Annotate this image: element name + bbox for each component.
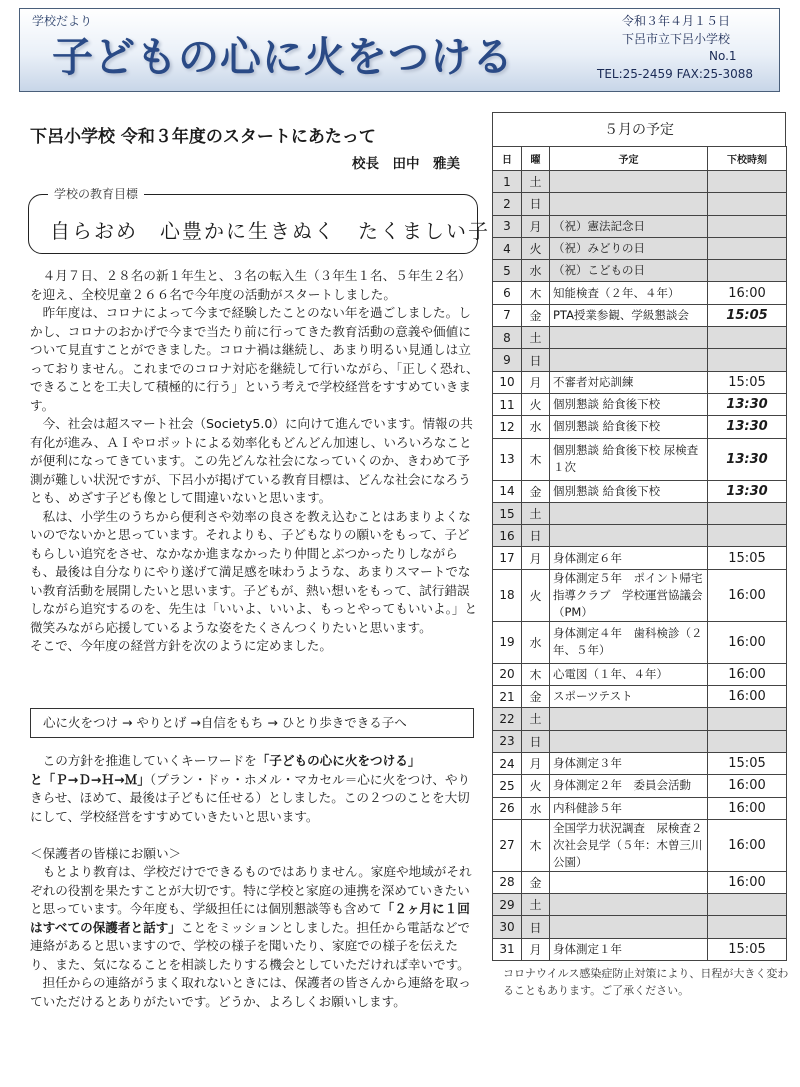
- schedule-day: 19: [493, 621, 522, 663]
- schedule-weekday: 月: [522, 215, 550, 237]
- schedule-day: 1: [493, 171, 522, 193]
- schedule-row: [493, 282, 787, 304]
- schedule-dismissal-time: [708, 708, 787, 730]
- schedule-row: [493, 775, 787, 797]
- schedule-day: 27: [493, 819, 522, 871]
- schedule-weekday: 土: [522, 894, 550, 916]
- schedule-note: コロナウイルス感染症防止対策により、日程が大きく変わることもあります。ご了承ください。: [503, 967, 789, 997]
- schedule-dismissal-time: 13:30: [708, 480, 787, 502]
- schedule-row: [493, 730, 787, 752]
- schedule-day: 23: [493, 730, 522, 752]
- schedule-plan: [550, 171, 708, 193]
- schedule-day: 17: [493, 547, 522, 569]
- schedule-day: 16: [493, 525, 522, 547]
- schedule-dismissal-time: [708, 193, 787, 215]
- schedule-weekday: 金: [522, 304, 550, 326]
- col-weekday: 曜: [522, 147, 550, 171]
- schedule-day: 5: [493, 260, 522, 282]
- schedule-plan: 内科健診５年: [550, 797, 708, 819]
- schedule-dismissal-time: 16:00: [708, 871, 787, 893]
- schedule-plan: 身体測定１年: [550, 938, 708, 960]
- paragraph: 私は、小学生のうちから便利さや効率の良さを教え込むことはあまりよくないのでないかと思っています。それよりも、子どもなりの願いをもって、子どもらしい追究をさせ、なかなか進まなかったり仲間とぶつかったりしながらも、最後は自分なりにやり遂げて満足感を味わうような、あまりスマートでない教育活動を展開したいと思います。子どもが、熱い想いをもって、試行錯誤しながら追究するのを、先生は「いいよ、いいよ、もっとやってもいいよ。」と微笑みながら応援しているような姿をたくさんつくりたいと思います。: [30, 508, 478, 635]
- schedule-row: [493, 393, 787, 415]
- schedule-day: 7: [493, 304, 522, 326]
- schedule-day: 25: [493, 775, 522, 797]
- col-dismissal: 下校時刻: [708, 147, 787, 171]
- schedule-day: 14: [493, 480, 522, 502]
- schedule-day: 12: [493, 416, 522, 438]
- contact-info: TEL:25-2459 FAX:25-3088: [597, 66, 754, 81]
- schedule-day: 15: [493, 502, 522, 524]
- newsletter-title: 子どもの心に火をつける: [52, 33, 514, 81]
- schedule-plan: 不審者対応訓練: [550, 371, 708, 393]
- schedule-plan: PTA授業参観、学級懇談会: [550, 304, 708, 326]
- schedule-weekday: 金: [522, 480, 550, 502]
- schedule-dismissal-time: 15:05: [708, 752, 787, 774]
- schedule-dismissal-time: [708, 730, 787, 752]
- schedule-plan: [550, 525, 708, 547]
- schedule-plan: （祝）みどりの日: [550, 237, 708, 259]
- schedule-row: [493, 752, 787, 774]
- schedule-weekday: 火: [522, 569, 550, 621]
- schedule-weekday: 土: [522, 708, 550, 730]
- schedule-day: 6: [493, 282, 522, 304]
- schedule-weekday: 火: [522, 237, 550, 259]
- schedule-weekday: 日: [522, 525, 550, 547]
- schedule-plan: [550, 916, 708, 938]
- schedule-weekday: 木: [522, 282, 550, 304]
- schedule-weekday: 水: [522, 260, 550, 282]
- schedule-weekday: 日: [522, 193, 550, 215]
- article-body-continued: [30, 752, 480, 1011]
- schedule-weekday: 土: [522, 502, 550, 524]
- schedule-row: [493, 547, 787, 569]
- schedule-weekday: 水: [522, 416, 550, 438]
- schedule-weekday: 金: [522, 871, 550, 893]
- schedule-plan: 個別懇談 給食後下校: [550, 480, 708, 502]
- issue-number: No.1: [709, 49, 737, 63]
- schedule-dismissal-time: 13:30: [708, 416, 787, 438]
- request-paragraph: もとより教育は、学校だけでできるものではありません。家庭や地域がそれぞれの役割を果たすことが大切です。特に学校と家庭の連携を深めていきたいと思っています。今年度も、学級担任には個別懇談等も含めて「２ヶ月に１回はすべての保護者と話す」ことをミッションとしました。担任から電話などで連絡があると思いますので、学校の様子を聞いたり、家庭での様子を伝えたり、また、気になることを相談したりする機会としていただければ幸いです。: [30, 864, 472, 972]
- schedule-weekday: 日: [522, 349, 550, 371]
- paragraph: ４月７日、２８名の新１年生と、３名の転入生（３年生１名、５年生２名）を迎え、全校児童２６６名で今年度の活動がスタートしました。: [30, 268, 471, 302]
- schedule-row: [493, 916, 787, 938]
- schedule-weekday: 水: [522, 797, 550, 819]
- schedule-row: [493, 663, 787, 685]
- schedule-plan: 身体測定６年: [550, 547, 708, 569]
- schedule-row: [493, 938, 787, 960]
- schedule-weekday: 水: [522, 621, 550, 663]
- schedule-header-row: [493, 147, 787, 171]
- schedule-title: ５月の予定: [492, 112, 786, 146]
- schedule-weekday: 火: [522, 775, 550, 797]
- schedule-day: 29: [493, 894, 522, 916]
- schedule-dismissal-time: [708, 171, 787, 193]
- schedule-plan: [550, 502, 708, 524]
- schedule-weekday: 火: [522, 393, 550, 415]
- schedule-plan: 個別懇談 給食後下校: [550, 416, 708, 438]
- schedule-dismissal-time: 16:00: [708, 775, 787, 797]
- school-name: 下呂市立下呂小学校: [622, 31, 731, 46]
- schedule-row: [493, 708, 787, 730]
- schedule-plan: 個別懇談 給食後下校 尿検査１次: [550, 438, 708, 480]
- schedule-day: 30: [493, 916, 522, 938]
- newsletter-label: 学校だより: [32, 14, 93, 28]
- schedule-dismissal-time: 16:00: [708, 797, 787, 819]
- article-author: 校長 田中 雅美: [352, 156, 460, 172]
- article-body: [30, 267, 480, 656]
- schedule-day: 24: [493, 752, 522, 774]
- schedule-plan: [550, 327, 708, 349]
- schedule-row: [493, 260, 787, 282]
- schedule-row: [493, 215, 787, 237]
- schedule-dismissal-time: 15:05: [708, 938, 787, 960]
- schedule-row: [493, 480, 787, 502]
- may-schedule-table: [492, 146, 787, 961]
- schedule-row: [493, 894, 787, 916]
- schedule-plan: [550, 730, 708, 752]
- issue-info: [597, 13, 753, 83]
- schedule-dismissal-time: 16:00: [708, 621, 787, 663]
- schedule-weekday: 日: [522, 730, 550, 752]
- keyword-paragraph: この方針を推進していくキーワードを「子どもの心に火をつける」 と「Ｐ→Ｄ→Ｈ→Ｍ」（プラン・ドゥ・ホメル・マカセル＝心に火をつけ、やりきらせ、ほめて、最後は子どもに任せる）としました。この２つのことを大切にして、学校経営をすすめていきたいと思います。: [30, 753, 471, 824]
- schedule-row: [493, 569, 787, 621]
- schedule-dismissal-time: 13:30: [708, 438, 787, 480]
- schedule-plan: [550, 349, 708, 371]
- schedule-weekday: 月: [522, 547, 550, 569]
- schedule-plan: [550, 894, 708, 916]
- paragraph: 昨年度は、コロナによって今まで経験したことのない年を過ごしました。しかし、コロナのおかげで今まで当たり前に行ってきた教育活動の意義や価値について見直すことができました。コロナ禍は継続し、あまり明るい見通しは立っておりません。これまでのコロナ対応を継続して行いながら、「正しく恐れ、できることを工夫して積極的に行う」という考えで学校経営をすすめていきます。: [30, 305, 479, 413]
- schedule-dismissal-time: 15:05: [708, 547, 787, 569]
- schedule-dismissal-time: 16:00: [708, 686, 787, 708]
- schedule-plan: 心電図（１年、４年）: [550, 663, 708, 685]
- schedule-row: [493, 416, 787, 438]
- schedule-plan: [550, 708, 708, 730]
- schedule-weekday: 月: [522, 938, 550, 960]
- schedule-dismissal-time: [708, 525, 787, 547]
- schedule-weekday: 日: [522, 916, 550, 938]
- schedule-dismissal-time: 16:00: [708, 663, 787, 685]
- schedule-day: 3: [493, 215, 522, 237]
- schedule-dismissal-time: [708, 237, 787, 259]
- schedule-row: [493, 438, 787, 480]
- schedule-plan: スポーツテスト: [550, 686, 708, 708]
- paragraph: そこで、今年度の経営方針を次のように定めました。: [30, 638, 332, 653]
- schedule-dismissal-time: 15:05: [708, 304, 787, 326]
- schedule-row: [493, 797, 787, 819]
- schedule-plan: [550, 871, 708, 893]
- paragraph: 今、社会は超スマート社会（Society5.0）に向けて進んでいます。情報の共有化が進み、ＡＩやロボットによる効率化もどんどん加速し、いろいろなことが便利になってきています。この先どんな社会になっていくのか、きわめて予測が難しい状況ですが、下呂小が掲げている教育目標は、どんな社会になろうとも、めざす子ども像として間違いないと思います。: [30, 416, 473, 505]
- education-goal: 自らおめ 心豊かに生きぬく たくましい子: [50, 219, 490, 243]
- schedule-row: [493, 237, 787, 259]
- schedule-dismissal-time: [708, 215, 787, 237]
- schedule-plan: 身体測定２年 委員会活動: [550, 775, 708, 797]
- schedule-day: 20: [493, 663, 522, 685]
- schedule-row: [493, 371, 787, 393]
- schedule-plan: 知能検査（２年、４年）: [550, 282, 708, 304]
- schedule-dismissal-time: [708, 502, 787, 524]
- schedule-day: 22: [493, 708, 522, 730]
- schedule-weekday: 月: [522, 752, 550, 774]
- schedule-plan: 身体測定４年 歯科検診（２年、５年）: [550, 621, 708, 663]
- schedule-dismissal-time: 15:05: [708, 371, 787, 393]
- schedule-day: 9: [493, 349, 522, 371]
- schedule-dismissal-time: [708, 349, 787, 371]
- schedule-plan: 全国学力状況調査 尿検査２次社会見学（５年：木曽三川公園）: [550, 819, 708, 871]
- schedule-row: [493, 686, 787, 708]
- schedule-row: [493, 525, 787, 547]
- schedule-weekday: 木: [522, 819, 550, 871]
- schedule-plan: （祝）憲法記念日: [550, 215, 708, 237]
- article-title: 下呂小学校 令和３年度のスタートにあたって: [30, 127, 376, 147]
- schedule-weekday: 木: [522, 438, 550, 480]
- schedule-dismissal-time: [708, 916, 787, 938]
- schedule-day: 28: [493, 871, 522, 893]
- schedule-plan: 身体測定３年: [550, 752, 708, 774]
- schedule-weekday: 土: [522, 171, 550, 193]
- schedule-day: 11: [493, 393, 522, 415]
- schedule-plan: 個別懇談 給食後下校: [550, 393, 708, 415]
- schedule-row: [493, 193, 787, 215]
- schedule-row: [493, 871, 787, 893]
- schedule-dismissal-time: 16:00: [708, 569, 787, 621]
- schedule-row: [493, 171, 787, 193]
- schedule-day: 8: [493, 327, 522, 349]
- schedule-row: [493, 349, 787, 371]
- schedule-row: [493, 621, 787, 663]
- request-emphasis: 「２ヶ月に１回はすべての保護者と話す」: [30, 901, 470, 935]
- education-goal-label: 学校の教育目標: [48, 185, 144, 202]
- schedule-day: 18: [493, 569, 522, 621]
- schedule-dismissal-time: 13:30: [708, 393, 787, 415]
- schedule-day: 2: [493, 193, 522, 215]
- schedule-dismissal-time: [708, 894, 787, 916]
- request-heading: ＜保護者の皆様にお願い＞: [30, 845, 182, 861]
- schedule-weekday: 月: [522, 371, 550, 393]
- schedule-weekday: 土: [522, 327, 550, 349]
- schedule-dismissal-time: 16:00: [708, 282, 787, 304]
- schedule-dismissal-time: 16:00: [708, 819, 787, 871]
- request-paragraph-2: 担任からの連絡がうまく取れないときには、保護者の皆さんから連絡を取っていただけるとありがたいです。どうか、よろしくお願いします。: [30, 975, 471, 1009]
- col-day: 日: [493, 147, 522, 171]
- schedule-day: 4: [493, 237, 522, 259]
- schedule-weekday: 金: [522, 686, 550, 708]
- schedule-row: [493, 819, 787, 871]
- schedule-row: [493, 502, 787, 524]
- schedule-day: 10: [493, 371, 522, 393]
- keyword-2: 「Ｐ→Ｄ→Ｈ→Ｍ」: [42, 771, 150, 787]
- management-policy: 心に火をつけ → やりとげ →自信をもち → ひとり歩きできる子へ: [30, 708, 474, 738]
- schedule-plan: 身体測定５年 ポイント帰宅指導クラブ 学校運営協議会（PM）: [550, 569, 708, 621]
- schedule-day: 31: [493, 938, 522, 960]
- keyword-1: 「子どもの心に火をつける」: [256, 753, 421, 768]
- col-plan: 予定: [550, 147, 708, 171]
- issue-date: 令和３年４月１５日: [622, 14, 731, 28]
- schedule-dismissal-time: [708, 260, 787, 282]
- schedule-plan: （祝）こどもの日: [550, 260, 708, 282]
- schedule-day: 26: [493, 797, 522, 819]
- schedule-row: [493, 304, 787, 326]
- schedule-weekday: 木: [522, 663, 550, 685]
- schedule-day: 13: [493, 438, 522, 480]
- schedule-plan: [550, 193, 708, 215]
- schedule-row: [493, 327, 787, 349]
- schedule-dismissal-time: [708, 327, 787, 349]
- schedule-day: 21: [493, 686, 522, 708]
